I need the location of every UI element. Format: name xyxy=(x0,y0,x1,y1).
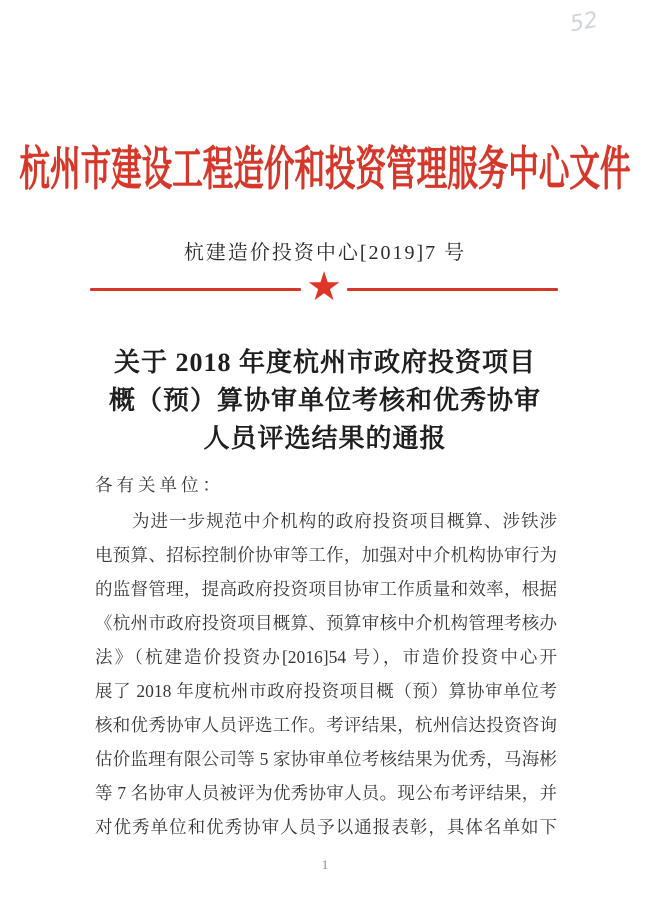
handwritten-mark: 52 xyxy=(568,7,600,38)
paragraph-line: 为进一步规范中介机构的政府投资项目概算、涉铁涉 xyxy=(95,511,557,531)
red-header-banner xyxy=(0,132,650,199)
paragraph-line: 核和优秀协审人员评选工作。考评结果，杭州信达投资咨询 xyxy=(95,715,557,735)
notice-title-line-3: 人员评选结果的通报 xyxy=(203,424,447,453)
salutation: 各有关单位： xyxy=(95,475,224,495)
notice-body xyxy=(95,468,557,844)
paragraph-line: 法》（杭建造价投资办[2016]54 号），市造价投资中心开 xyxy=(95,647,557,667)
paragraph-line: 等 7 名协审人员被评为优秀协审人员。现公布考评结果，并 xyxy=(95,783,557,803)
notice-title-line-2: 概（预）算协审单位考核和优秀协审 xyxy=(108,386,541,415)
notice-title-line-1: 关于 2018 年度杭州市政府投资项目 xyxy=(113,348,536,377)
paragraph-line: 的监督管理，提高政府投资项目协审工作质量和效率，根据 xyxy=(95,579,557,599)
red-divider xyxy=(90,264,558,309)
issuing-org-title: 杭州市建设工程造价和投资管理服务中心文件 xyxy=(19,144,631,196)
notice-title xyxy=(0,344,650,458)
page-number: 1 xyxy=(321,857,329,872)
document-number: 杭建造价投资中心[2019]7 号 xyxy=(183,242,467,264)
paragraph-line: 展了 2018 年度杭州市政府投资项目概（预）算协审单位考 xyxy=(95,681,557,701)
paragraph-line: 《杭州市政府投资项目概算、预算审核中介机构管理考核办 xyxy=(95,613,557,633)
paragraph-line: 估价监理有限公司等 5 家协审单位考核结果为优秀，马海彬 xyxy=(95,749,557,769)
divider-line-left xyxy=(90,288,301,291)
star-icon: ★ xyxy=(306,264,342,309)
paragraph-line: 电预算、招标控制价协审等工作，加强对中介机构协审行为 xyxy=(95,545,557,565)
paragraph-line: 对优秀单位和优秀协审人员予以通报表彰，具体名单如下 xyxy=(95,817,557,837)
divider-line-right xyxy=(347,288,558,291)
